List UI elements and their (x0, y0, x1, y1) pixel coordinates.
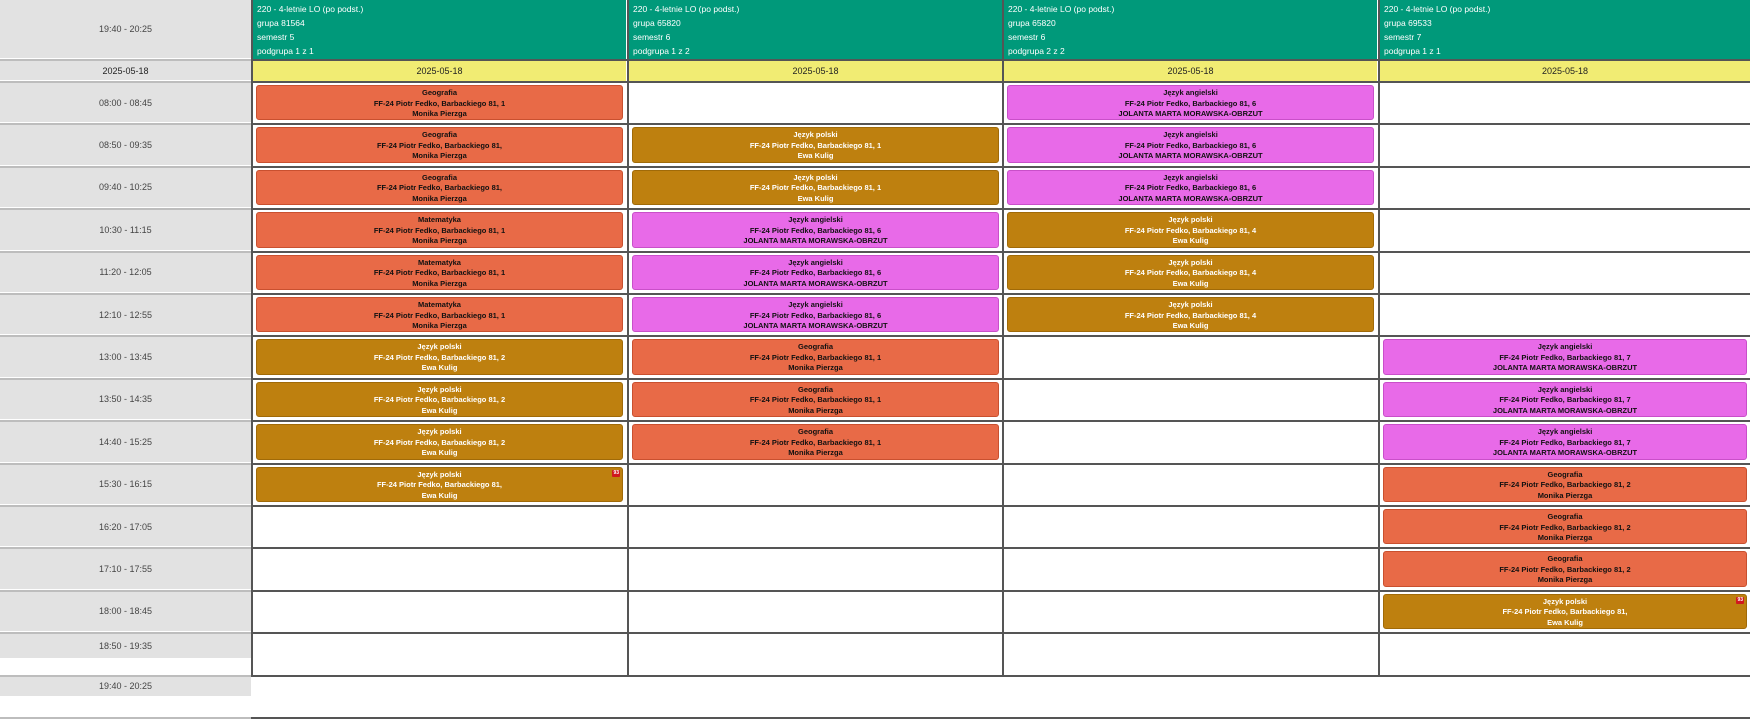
group-header-semester: semestr 7 (1384, 32, 1422, 42)
lesson-subject: Matematyka (418, 215, 461, 225)
lesson-room: FF-24 Piotr Fedko, Barbackiego 81, 2 (1499, 480, 1631, 490)
row-divider (251, 505, 1750, 507)
lesson-teacher: Ewa Kulig (797, 151, 834, 161)
lesson-room: FF-24 Piotr Fedko, Barbackiego 81, 6 (749, 310, 882, 320)
lesson-card[interactable] (632, 424, 999, 459)
lesson-teacher: Ewa Kulig (1547, 617, 1583, 627)
time-row-divider (0, 505, 251, 507)
time-slot-label: 13:50 - 14:35 (0, 380, 251, 420)
row-divider (251, 463, 1750, 465)
group-header-group: grupa 69533 (1384, 18, 1432, 28)
time-row-divider (0, 463, 251, 465)
lesson-card[interactable] (632, 255, 999, 290)
time-slot-label: 09:40 - 10:25 (0, 168, 251, 208)
lesson-teacher: Monika Pierzga (788, 448, 843, 458)
lesson-subject: Język polski (417, 427, 462, 437)
group-header (1004, 0, 1377, 59)
lesson-teacher: Monika Pierzga (412, 193, 467, 203)
lesson-room: FF-24 Piotr Fedko, Barbackiego 81, 7 (1499, 352, 1631, 362)
lesson-teacher: Monika Pierzga (1537, 533, 1593, 542)
row-divider (251, 632, 1750, 634)
row-divider (251, 251, 1750, 253)
lesson-card[interactable] (256, 339, 623, 374)
row-divider (251, 590, 1750, 592)
time-row-divider (0, 251, 251, 253)
lesson-subject: Geografia (1547, 469, 1583, 479)
lesson-room: FF-24 Piotr Fedko, Barbackiego 81, 1 (749, 183, 882, 193)
time-slot-label: 08:00 - 08:45 (0, 83, 251, 123)
lesson-card[interactable] (632, 382, 999, 417)
group-header-semester: semestr 5 (257, 32, 295, 42)
row-divider (251, 335, 1750, 337)
group-header-group: grupa 81564 (257, 18, 305, 28)
time-slot-label: 15:30 - 16:15 (0, 465, 251, 505)
lesson-card[interactable] (1383, 551, 1747, 586)
lesson-subject: Język polski (417, 384, 462, 394)
row-divider (251, 59, 1750, 61)
lesson-subject: Geografia (797, 384, 833, 394)
group-header-semester: semestr 6 (1008, 32, 1046, 42)
lesson-card[interactable] (1007, 255, 1374, 290)
time-slot-label: 18:00 - 18:45 (0, 592, 251, 632)
lesson-subject: Język angielski (1163, 88, 1218, 97)
lesson-teacher: Monika Pierzga (412, 236, 467, 246)
lesson-card[interactable] (1007, 85, 1374, 120)
column-date-header: 2025-05-18 (1004, 61, 1377, 81)
time-slot-label: 13:00 - 13:45 (0, 337, 251, 377)
lesson-room: FF-24 Piotr Fedko, Barbackiego 81, 1 (749, 140, 882, 150)
time-row-divider (0, 81, 251, 83)
lesson-room: FF-24 Piotr Fedko, Barbackiego 81, 2 (373, 437, 506, 447)
lesson-teacher: JOLANTA MARTA MORAWSKA-OBRZUT (1118, 109, 1263, 118)
lesson-teacher: JOLANTA MARTA MORAWSKA-OBRZUT (1492, 363, 1638, 373)
lesson-subject: Język angielski (1537, 384, 1593, 394)
lesson-room: FF-24 Piotr Fedko, Barbackiego 81, 4 (1124, 310, 1257, 320)
lesson-room: FF-24 Piotr Fedko, Barbackiego 81, 1 (373, 225, 506, 235)
group-header-program: 220 - 4-letnie LO (po podst.) (1384, 4, 1491, 14)
time-row-divider (0, 632, 251, 634)
lesson-teacher: Monika Pierzga (788, 405, 843, 415)
lesson-teacher: Ewa Kulig (1172, 278, 1209, 288)
time-row-divider (0, 590, 251, 592)
lesson-teacher: Monika Pierzga (1537, 490, 1593, 500)
lesson-teacher: Monika Pierzga (412, 151, 467, 161)
group-header (1380, 0, 1750, 59)
lesson-card[interactable] (256, 85, 623, 120)
column-date-header: 2025-05-18 (253, 61, 626, 81)
lesson-teacher: JOLANTA MARTA MORAWSKA-OBRZUT (743, 236, 888, 246)
column-divider (251, 0, 253, 675)
lesson-subject: Język angielski (788, 257, 843, 267)
lesson-subject: Język angielski (1163, 130, 1218, 140)
lesson-card[interactable] (256, 467, 623, 502)
lesson-subject: Język polski (1542, 596, 1588, 606)
lesson-teacher: Monika Pierzga (788, 363, 843, 373)
lesson-teacher: JOLANTA MARTA MORAWSKA-OBRZUT (1492, 405, 1638, 415)
column-date-header: 2025-05-18 (1380, 61, 1750, 81)
lesson-badge: 93 (1737, 596, 1743, 603)
group-header-semester: semestr 6 (633, 32, 671, 42)
row-divider (251, 378, 1750, 380)
lesson-room: FF-24 Piotr Fedko, Barbackiego 81, 7 (1499, 437, 1631, 447)
lesson-room: FF-24 Piotr Fedko, Barbackiego 81, 7 (1499, 395, 1631, 405)
row-divider (251, 420, 1750, 422)
lesson-subject: Geografia (421, 88, 457, 97)
lesson-room: FF-24 Piotr Fedko, Barbackiego 81, 1 (373, 310, 506, 320)
lesson-subject: Matematyka (418, 300, 461, 309)
lesson-subject: Język polski (1168, 257, 1213, 267)
row-divider (251, 293, 1750, 295)
lesson-subject: Geografia (421, 172, 457, 182)
lesson-subject: Język polski (417, 469, 462, 479)
lesson-room: FF-24 Piotr Fedko, Barbackiego 81, 6 (1124, 183, 1257, 193)
lesson-card[interactable] (256, 212, 623, 247)
lesson-subject: Geografia (421, 130, 457, 140)
date-row-label: 2025-05-18 (0, 61, 251, 81)
lesson-teacher: Ewa Kulig (797, 193, 834, 203)
lesson-card[interactable] (632, 170, 999, 205)
group-header-subgroup: podgrupa 1 z 1 (1384, 46, 1441, 56)
lesson-subject: Język angielski (788, 300, 843, 309)
time-slot-label: 18:50 - 19:35 (0, 634, 251, 659)
time-slot-label: 08:50 - 09:35 (0, 125, 251, 165)
lesson-room: FF-24 Piotr Fedko, Barbackiego 81, 2 (1499, 564, 1631, 574)
lesson-room: FF-24 Piotr Fedko, Barbackiego 81, 1 (373, 98, 506, 108)
lesson-room: FF-24 Piotr Fedko, Barbackiego 81, 1 (749, 437, 882, 447)
lesson-room: FF-24 Piotr Fedko, Barbackiego 81, (1502, 607, 1628, 617)
row-divider (251, 166, 1750, 168)
lesson-teacher: Ewa Kulig (421, 490, 458, 500)
lesson-teacher: Monika Pierzga (412, 321, 467, 330)
group-header-program: 220 - 4-letnie LO (po podst.) (257, 4, 364, 14)
group-header-subgroup: podgrupa 2 z 2 (1008, 46, 1065, 56)
lesson-subject: Język angielski (788, 215, 843, 225)
lesson-room: FF-24 Piotr Fedko, Barbackiego 81, 1 (373, 268, 506, 278)
lesson-card[interactable] (1383, 594, 1747, 629)
group-header-program: 220 - 4-letnie LO (po podst.) (633, 4, 740, 14)
lesson-card[interactable] (632, 212, 999, 247)
time-slot-label: 19:40 - 20:25 (0, 677, 251, 697)
lesson-badge: 93 (613, 469, 619, 476)
lesson-card[interactable] (1007, 297, 1374, 332)
time-slot-top: 19:40 - 20:25 (0, 0, 251, 59)
lesson-room: FF-24 Piotr Fedko, Barbackiego 81, (376, 140, 503, 150)
lesson-card[interactable] (256, 255, 623, 290)
group-header (629, 0, 1002, 59)
lesson-room: FF-24 Piotr Fedko, Barbackiego 81, 6 (749, 225, 882, 235)
lesson-teacher: Ewa Kulig (421, 448, 458, 458)
lesson-subject: Język polski (793, 130, 838, 140)
group-header-subgroup: podgrupa 1 z 1 (257, 46, 314, 56)
time-row-divider (0, 208, 251, 210)
lesson-subject: Geografia (1547, 554, 1583, 564)
lesson-subject: Język polski (1168, 300, 1213, 309)
time-row-divider (0, 547, 251, 549)
lesson-room: FF-24 Piotr Fedko, Barbackiego 81, (376, 480, 503, 490)
lesson-room: FF-24 Piotr Fedko, Barbackiego 81, 6 (1124, 98, 1257, 108)
lesson-teacher: Monika Pierzga (412, 278, 467, 288)
lesson-teacher: Ewa Kulig (421, 405, 458, 415)
time-row-divider (0, 335, 251, 337)
lesson-card[interactable] (1007, 127, 1374, 162)
lesson-teacher: Ewa Kulig (1172, 236, 1209, 246)
time-row-divider (0, 293, 251, 295)
lesson-room: FF-24 Piotr Fedko, Barbackiego 81, 2 (373, 395, 506, 405)
lesson-subject: Język angielski (1163, 172, 1218, 182)
lesson-room: FF-24 Piotr Fedko, Barbackiego 81, 2 (1499, 522, 1631, 532)
lesson-card[interactable] (1383, 509, 1747, 544)
lesson-teacher: JOLANTA MARTA MORAWSKA-OBRZUT (1492, 448, 1638, 458)
row-divider (251, 208, 1750, 210)
time-row-divider (0, 166, 251, 168)
lesson-room: FF-24 Piotr Fedko, Barbackiego 81, (376, 183, 503, 193)
lesson-teacher: JOLANTA MARTA MORAWSKA-OBRZUT (1118, 193, 1263, 203)
lesson-subject: Język polski (1168, 215, 1213, 225)
time-slot-label: 17:10 - 17:55 (0, 549, 251, 589)
lesson-teacher: Monika Pierzga (1537, 575, 1593, 585)
lesson-subject: Język polski (793, 172, 838, 182)
lesson-subject: Geografia (797, 342, 833, 352)
row-divider (251, 547, 1750, 549)
lesson-subject: Geografia (1547, 512, 1583, 521)
time-row-divider (0, 123, 251, 125)
lesson-card[interactable] (256, 424, 623, 459)
lesson-room: FF-24 Piotr Fedko, Barbackiego 81, 1 (749, 395, 882, 405)
time-slot-label: 14:40 - 15:25 (0, 422, 251, 462)
lesson-card[interactable] (1007, 212, 1374, 247)
lesson-card[interactable] (632, 339, 999, 374)
time-slot-label: 16:20 - 17:05 (0, 507, 251, 547)
lesson-room: FF-24 Piotr Fedko, Barbackiego 81, 4 (1124, 225, 1257, 235)
time-slot-label: 11:20 - 12:05 (0, 253, 251, 293)
lesson-card[interactable] (256, 170, 623, 205)
column-divider (627, 0, 629, 675)
lesson-card[interactable] (1383, 467, 1747, 502)
time-row-divider (0, 675, 251, 677)
lesson-room: FF-24 Piotr Fedko, Barbackiego 81, 2 (373, 352, 506, 362)
lesson-subject: Geografia (797, 427, 833, 437)
lesson-teacher: Monika Pierzga (412, 109, 467, 118)
lesson-card[interactable] (632, 127, 999, 162)
time-row-divider (0, 59, 251, 61)
group-header-group: grupa 65820 (633, 18, 681, 28)
row-divider (251, 81, 1750, 83)
group-header-subgroup: podgrupa 1 z 2 (633, 46, 690, 56)
time-row-divider (0, 420, 251, 422)
lesson-card[interactable] (256, 382, 623, 417)
lesson-teacher: JOLANTA MARTA MORAWSKA-OBRZUT (743, 278, 888, 288)
lesson-teacher: JOLANTA MARTA MORAWSKA-OBRZUT (743, 321, 888, 330)
lesson-card[interactable] (1007, 170, 1374, 205)
lesson-subject: Język angielski (1537, 342, 1593, 352)
time-row-divider (0, 378, 251, 380)
column-divider (1378, 0, 1380, 675)
lesson-teacher: Ewa Kulig (421, 363, 458, 373)
lesson-card[interactable] (632, 297, 999, 332)
lesson-room: FF-24 Piotr Fedko, Barbackiego 81, 6 (1124, 140, 1257, 150)
lesson-card[interactable] (1383, 424, 1747, 459)
lesson-room: FF-24 Piotr Fedko, Barbackiego 81, 6 (749, 268, 882, 278)
lesson-subject: Matematyka (418, 257, 461, 267)
lesson-card[interactable] (256, 297, 623, 332)
time-slot-label: 12:10 - 12:55 (0, 295, 251, 335)
lesson-subject: Język polski (417, 342, 462, 352)
lesson-card[interactable] (1383, 339, 1747, 374)
group-header (253, 0, 626, 59)
column-date-header: 2025-05-18 (629, 61, 1002, 81)
row-divider (251, 675, 1750, 677)
lesson-card[interactable] (1383, 382, 1747, 417)
group-header-group: grupa 65820 (1008, 18, 1056, 28)
row-divider (251, 123, 1750, 125)
time-slot-label: 10:30 - 11:15 (0, 210, 251, 250)
lesson-subject: Język angielski (1537, 427, 1593, 437)
column-divider (1002, 0, 1004, 675)
group-header-program: 220 - 4-letnie LO (po podst.) (1008, 4, 1115, 14)
lesson-room: FF-24 Piotr Fedko, Barbackiego 81, 4 (1124, 268, 1257, 278)
lesson-room: FF-24 Piotr Fedko, Barbackiego 81, 1 (749, 352, 882, 362)
lesson-teacher: JOLANTA MARTA MORAWSKA-OBRZUT (1118, 151, 1263, 161)
lesson-teacher: Ewa Kulig (1172, 321, 1209, 330)
lesson-card[interactable] (256, 127, 623, 162)
